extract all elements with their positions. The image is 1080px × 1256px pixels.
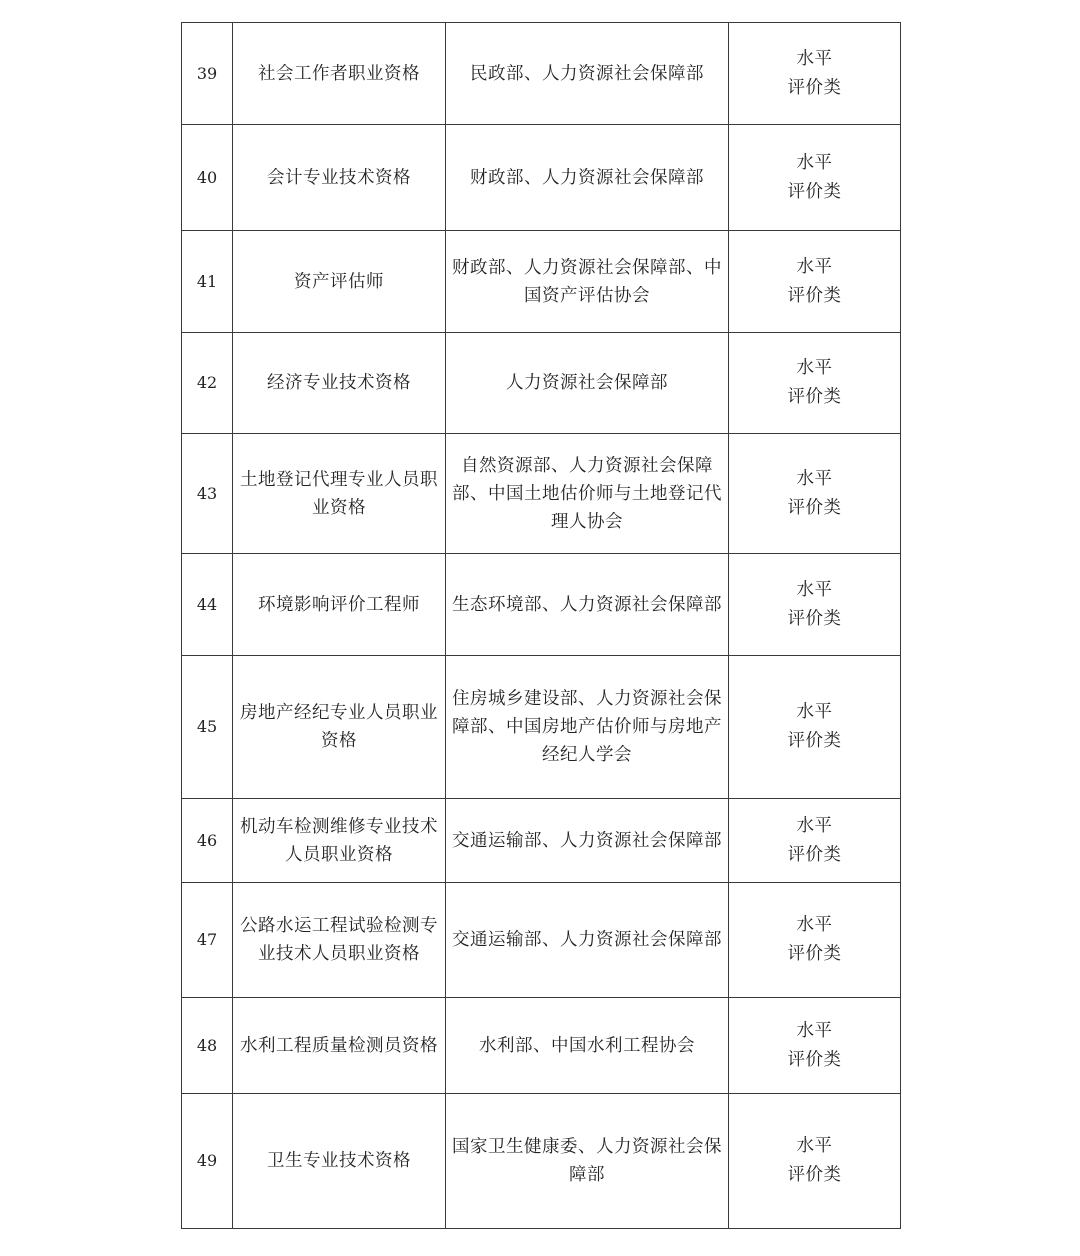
category-line-1: 水平 (796, 1020, 833, 1041)
qualification-category (729, 333, 901, 434)
qualification-category (729, 231, 901, 333)
qualification-category (729, 23, 901, 125)
category-line-2: 评价类 (787, 181, 842, 202)
qualification-category (729, 799, 901, 883)
table-row (182, 434, 901, 554)
implementing-department: 交通运输部、人力资源社会保障部 (446, 799, 729, 883)
category-line-2: 评价类 (787, 1049, 842, 1070)
qualification-category (729, 998, 901, 1094)
implementing-department: 交通运输部、人力资源社会保障部 (446, 883, 729, 998)
row-number: 48 (182, 998, 233, 1094)
qualification-category (729, 434, 901, 554)
table-row (182, 333, 901, 434)
table-row (182, 883, 901, 998)
category-line-2: 评价类 (787, 285, 842, 306)
qualification-name: 会计专业技术资格 (233, 125, 446, 231)
row-number: 45 (182, 656, 233, 799)
qualification-name: 公路水运工程试验检测专业技术人员职业资格 (233, 883, 446, 998)
table-row (182, 554, 901, 656)
table-row (182, 998, 901, 1094)
qualification-category (729, 1094, 901, 1229)
table-row (182, 125, 901, 231)
qualification-name: 经济专业技术资格 (233, 333, 446, 434)
row-number: 46 (182, 799, 233, 883)
qualification-name: 社会工作者职业资格 (233, 23, 446, 125)
qualification-table (181, 22, 901, 1229)
table-row (182, 656, 901, 799)
category-line-1: 水平 (796, 358, 833, 378)
implementing-department: 水利部、中国水利工程协会 (446, 998, 729, 1094)
category-line-2: 评价类 (787, 1165, 842, 1185)
qualification-name: 环境影响评价工程师 (233, 554, 446, 656)
qualification-name: 资产评估师 (233, 231, 446, 333)
qualification-category (729, 125, 901, 231)
category-line-1: 水平 (796, 702, 833, 722)
category-line-1: 水平 (796, 915, 833, 935)
implementing-department: 财政部、人力资源社会保障部 (446, 125, 729, 231)
row-number: 47 (182, 883, 233, 998)
category-line-1: 水平 (796, 579, 833, 600)
category-line-2: 评价类 (787, 731, 842, 751)
category-line-1: 水平 (796, 1136, 833, 1156)
category-line-1: 水平 (796, 48, 833, 69)
row-number: 44 (182, 554, 233, 656)
qualification-category (729, 554, 901, 656)
category-line-2: 评价类 (787, 844, 842, 865)
category-line-2: 评价类 (787, 77, 842, 98)
row-number: 42 (182, 333, 233, 434)
qualification-category (729, 883, 901, 998)
category-line-2: 评价类 (787, 944, 842, 964)
qualification-name: 土地登记代理专业人员职业资格 (233, 434, 446, 554)
table-row (182, 1094, 901, 1229)
qualification-name: 房地产经纪专业人员职业资格 (233, 656, 446, 799)
qualification-name: 水利工程质量检测员资格 (233, 998, 446, 1094)
table-row (182, 23, 901, 125)
table-row (182, 231, 901, 333)
row-number: 40 (182, 125, 233, 231)
category-line-2: 评价类 (787, 608, 842, 629)
qualification-name: 机动车检测维修专业技术人员职业资格 (233, 799, 446, 883)
category-line-1: 水平 (796, 256, 833, 277)
implementing-department: 国家卫生健康委、人力资源社会保障部 (446, 1094, 729, 1229)
implementing-department: 生态环境部、人力资源社会保障部 (446, 554, 729, 656)
row-number: 39 (182, 23, 233, 125)
qualification-name: 卫生专业技术资格 (233, 1094, 446, 1229)
table-row (182, 799, 901, 883)
implementing-department: 财政部、人力资源社会保障部、中国资产评估协会 (446, 231, 729, 333)
row-number: 43 (182, 434, 233, 554)
implementing-department: 自然资源部、人力资源社会保障部、中国土地估价师与土地登记代理人协会 (446, 434, 729, 554)
category-line-2: 评价类 (787, 497, 842, 518)
qualification-category (729, 656, 901, 799)
implementing-department: 民政部、人力资源社会保障部 (446, 23, 729, 125)
category-line-2: 评价类 (787, 387, 842, 407)
row-number: 41 (182, 231, 233, 333)
row-number: 49 (182, 1094, 233, 1229)
category-line-1: 水平 (796, 815, 833, 836)
implementing-department: 住房城乡建设部、人力资源社会保障部、中国房地产估价师与房地产经纪人学会 (446, 656, 729, 799)
implementing-department: 人力资源社会保障部 (446, 333, 729, 434)
category-line-1: 水平 (796, 468, 833, 489)
category-line-1: 水平 (796, 152, 833, 173)
